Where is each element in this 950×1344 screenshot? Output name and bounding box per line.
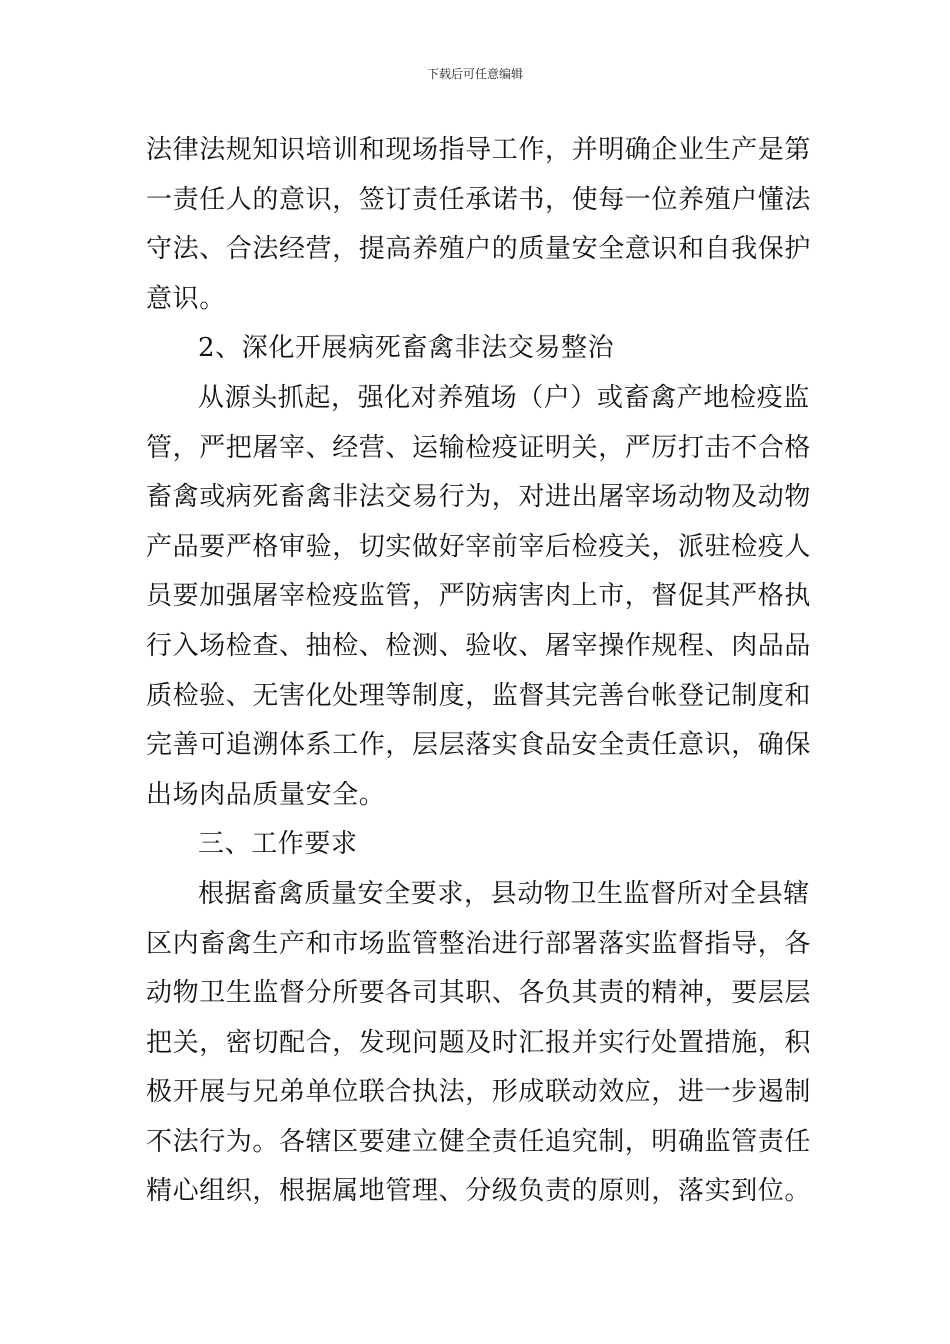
- text-line: 员要加强屠宰检疫监管，严防病害肉上市，督促其严格执: [146, 581, 812, 612]
- text-line: 畜禽或病死畜禽非法交易行为，对进出屠宰场动物及动物: [146, 482, 812, 513]
- text-line: 守法、合法经营，提高养殖户的质量安全意识和自我保护: [146, 234, 812, 265]
- text-line: 管，严把屠宰、经营、运输检疫证明关，严厉打击不合格: [146, 432, 812, 463]
- page-header: 下载后可任意编辑: [426, 67, 523, 81]
- text-line: 从源头抓起，强化对养殖场（户）或畜禽产地检疫监: [198, 382, 810, 413]
- text-line: 把关，密切配合，发现问题及时汇报并实行处置措施，积: [146, 1027, 812, 1058]
- text-line: 完善可追溯体系工作，层层落实食品安全责任意识，确保: [146, 730, 812, 761]
- text-line: 产品要严格审验，切实做好宰前宰后检疫关，派驻检疫人: [146, 531, 812, 562]
- text-line: 不法行为。各辖区要建立健全责任追究制，明确监管责任: [146, 1126, 812, 1157]
- body-text: [146, 126, 810, 1217]
- text-line: 一责任人的意识，签订责任承诺书，使每一位养殖户懂法: [146, 184, 812, 215]
- text-line: 根据畜禽质量安全要求，县动物卫生监督所对全县辖: [198, 878, 810, 909]
- text-line: 法律法规知识培训和现场指导工作，并明确企业生产是第: [146, 135, 812, 165]
- text-line: 极开展与兄弟单位联合执法，形成联动效应，进一步遏制: [146, 1077, 812, 1108]
- text-line: 区内畜禽生产和市场监管整治进行部署落实监督指导，各: [146, 928, 812, 959]
- text-line: 三、工作要求: [198, 829, 358, 860]
- text-line: 2、深化开展病死畜禽非法交易整治: [198, 333, 615, 364]
- text-line: 动物卫生监督分所要各司其职、各负其责的精神，要层层: [146, 978, 812, 1009]
- text-line: 出场肉品质量安全。: [146, 779, 386, 810]
- text-line: 精心组织，根据属地管理、分级负责的原则，落实到位。: [146, 1176, 812, 1207]
- text-line: 意识。: [146, 283, 226, 314]
- text-line: 行入场检查、抽检、检测、验收、屠宰操作规程、肉品品: [146, 630, 812, 661]
- text-line: 质检验、无害化处理等制度，监督其完善台帐登记制度和: [146, 680, 812, 711]
